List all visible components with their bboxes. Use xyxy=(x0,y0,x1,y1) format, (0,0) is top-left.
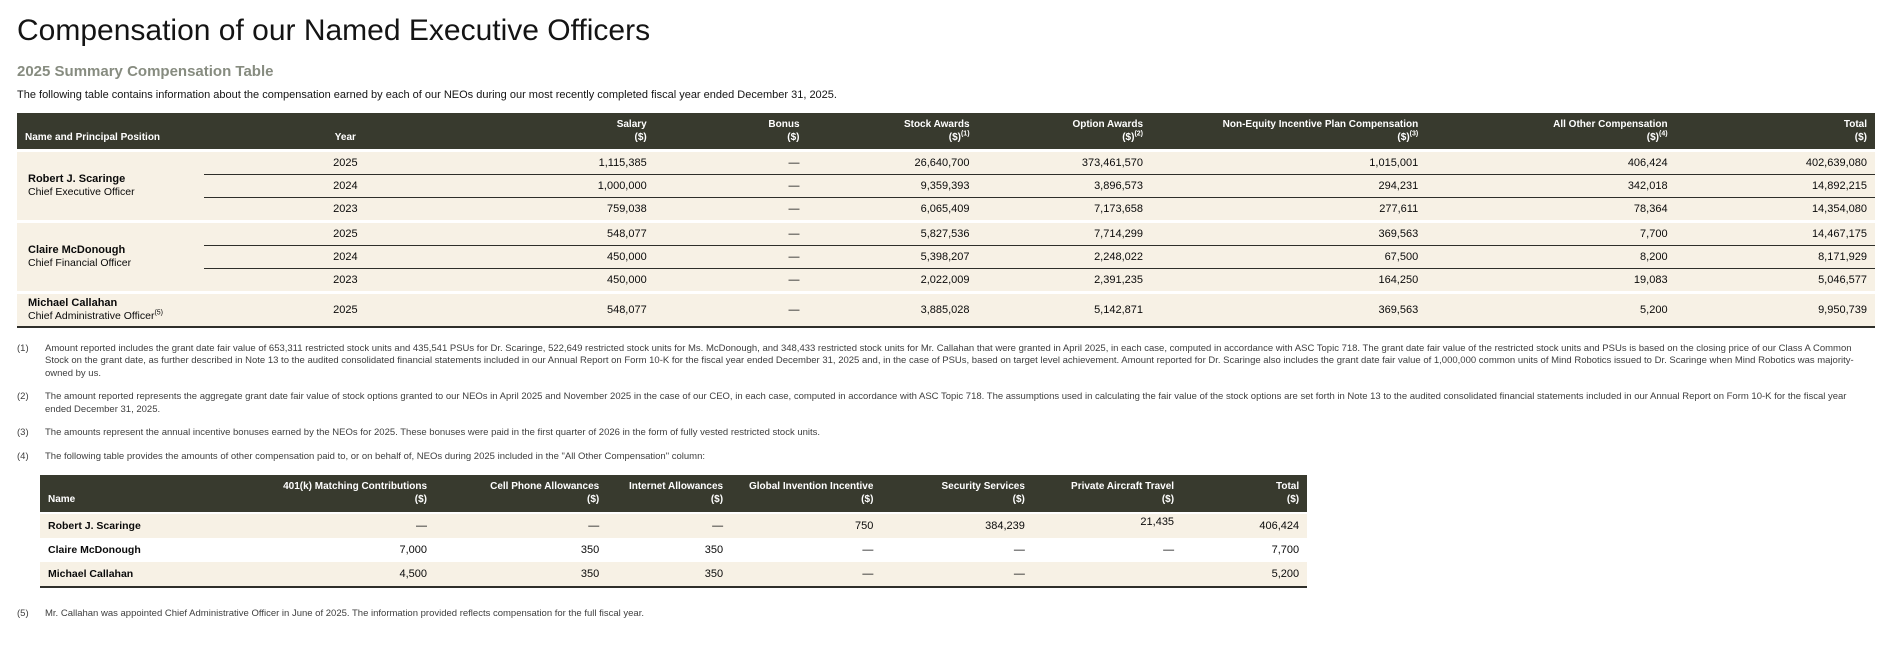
cell-option: 5,142,871 xyxy=(978,293,1151,327)
officer-name: Michael Callahan xyxy=(28,297,118,309)
cell-option: 2,391,235 xyxy=(978,269,1151,293)
cell-year: 2025 xyxy=(204,151,486,175)
col-header-internet: Internet Allowances ($) xyxy=(607,475,731,513)
cell-total: 5,046,577 xyxy=(1676,269,1875,293)
col-header-name: Name and Principal Position xyxy=(17,113,204,151)
officer-group xyxy=(17,293,1875,327)
footnote xyxy=(17,608,1875,621)
cell-total: 406,424 xyxy=(1182,513,1307,538)
col-header-stock: Stock Awards ($)$^{(1)}$ xyxy=(808,113,978,151)
table-row xyxy=(17,198,1875,222)
cell-option: 7,173,658 xyxy=(978,198,1151,222)
cell-security: — xyxy=(881,562,1032,587)
cell-other: 7,700 xyxy=(1426,222,1675,246)
cell-salary: 548,077 xyxy=(486,293,654,327)
cell-stock: 5,398,207 xyxy=(808,246,978,269)
officer-name: Robert J. Scaringe xyxy=(28,173,126,186)
cell-name: Claire McDonough xyxy=(40,538,266,562)
cell-name: Michael Callahan xyxy=(40,562,266,587)
cell-stock: 9,359,393 xyxy=(808,175,978,198)
cell-year: 2024 xyxy=(204,246,486,269)
cell-cell: — xyxy=(435,513,607,538)
cell-year: 2023 xyxy=(204,269,486,293)
footnote-5 xyxy=(17,608,1875,621)
col-header-name: Name xyxy=(40,475,266,513)
col-header-neipc: Non-Equity Incentive Plan Compensation ($)$^{(3)}$ xyxy=(1151,113,1426,151)
cell-total: 14,467,175 xyxy=(1676,222,1875,246)
table-row xyxy=(17,246,1875,269)
cell-total: 9,950,739 xyxy=(1676,293,1875,327)
table-row xyxy=(40,562,1307,587)
col-header-bonus: Bonus ($) xyxy=(655,113,808,151)
cell-total: 8,171,929 xyxy=(1676,246,1875,269)
footnote-number: (5) xyxy=(17,607,29,619)
footnote-number: (1) xyxy=(17,342,29,354)
cell-option: 2,248,022 xyxy=(978,246,1151,269)
cell-option: 3,896,573 xyxy=(978,175,1151,198)
table-row xyxy=(40,538,1307,562)
cell-global: 750 xyxy=(731,513,881,538)
cell-k401: 7,000 xyxy=(266,538,435,562)
footnote-text: The amount reported represents the aggregate grant date fair value of stock options granted to our NEOs in April 2025 and November 2025 in the case of our CEO, in each case, computed in accordance with ASC Topic 718. The assumptions used in calculating the fair value of the stock options are set forth in Note 13 to the audited consolidated financial statements included in our Annual Report on Form 10-K for the fiscal year ended December 31, 2025. xyxy=(45,391,1847,415)
footnote-text: Mr. Callahan was appointed Chief Administrative Officer in June of 2025. The information provided reflects compensation for the full fiscal year. xyxy=(45,607,644,619)
cell-salary: 1,000,000 xyxy=(486,175,654,198)
intro-text: The following table contains information about the compensation earned by each of our NEOs during our most recently completed fiscal year ended December 31, 2025. xyxy=(17,89,837,101)
cell-global: — xyxy=(731,538,881,562)
cell-salary: 1,115,385 xyxy=(486,151,654,175)
cell-salary: 450,000 xyxy=(486,269,654,293)
footnote-number: (3) xyxy=(17,427,29,439)
officer-name-cell xyxy=(17,151,204,222)
cell-salary: 548,077 xyxy=(486,222,654,246)
col-header-k401: 401(k) Matching Contributions ($) xyxy=(266,475,435,513)
cell-year: 2025 xyxy=(204,293,486,327)
cell-other: 78,364 xyxy=(1426,198,1675,222)
cell-private xyxy=(1033,562,1182,587)
col-header-cell: Cell Phone Allowances ($) xyxy=(435,475,607,513)
table-row xyxy=(17,222,1875,246)
cell-salary: 450,000 xyxy=(486,246,654,269)
cell-other: 8,200 xyxy=(1426,246,1675,269)
cell-internet: 350 xyxy=(607,562,731,587)
col-header-global: Global Invention Incentive ($) xyxy=(731,475,881,513)
col-header-year: Year xyxy=(204,113,486,151)
cell-cell: 350 xyxy=(435,538,607,562)
table-row xyxy=(40,513,1307,538)
officer-title: Chief Executive Officer xyxy=(28,186,135,199)
cell-name: Robert J. Scaringe xyxy=(40,513,266,538)
footnote-number: (4) xyxy=(17,450,29,462)
footnote xyxy=(17,343,1875,381)
cell-other: 342,018 xyxy=(1426,175,1675,198)
cell-global: — xyxy=(731,562,881,587)
other-comp-table-body xyxy=(40,513,1307,587)
officer-name-cell xyxy=(17,222,204,293)
col-header-salary: Salary ($) xyxy=(486,113,654,151)
footnote xyxy=(17,391,1875,416)
section-title: 2025 Summary Compensation Table xyxy=(17,63,274,80)
all-other-compensation-table xyxy=(40,475,1307,588)
officer-name-cell xyxy=(17,293,204,327)
cell-year: 2024 xyxy=(204,175,486,198)
officer-group xyxy=(17,151,1875,222)
cell-total: 14,354,080 xyxy=(1676,198,1875,222)
cell-private: 21,435 xyxy=(1033,513,1182,538)
cell-stock: 6,065,409 xyxy=(808,198,978,222)
cell-option: 373,461,570 xyxy=(978,151,1151,175)
col-header-total: Total ($) xyxy=(1676,113,1875,151)
cell-bonus: — xyxy=(655,246,808,269)
cell-stock: 5,827,536 xyxy=(808,222,978,246)
col-header-total: Total ($) xyxy=(1182,475,1307,513)
cell-other: 5,200 xyxy=(1426,293,1675,327)
cell-private: — xyxy=(1033,538,1182,562)
cell-security: — xyxy=(881,538,1032,562)
cell-neipc: 164,250 xyxy=(1151,269,1426,293)
cell-k401: 4,500 xyxy=(266,562,435,587)
cell-neipc: 277,611 xyxy=(1151,198,1426,222)
cell-neipc: 67,500 xyxy=(1151,246,1426,269)
col-header-option: Option Awards ($)$^{(2)}$ xyxy=(978,113,1151,151)
other-comp-table-header xyxy=(40,475,1307,513)
table-row xyxy=(17,269,1875,293)
footnote xyxy=(17,427,1875,440)
cell-neipc: 294,231 xyxy=(1151,175,1426,198)
cell-cell: 350 xyxy=(435,562,607,587)
footnote-text: Amount reported includes the grant date fair value of 653,311 restricted stock units and 435,541 PSUs for Dr. Scaringe, 522,649 restricted stock units for Ms. McDonough, and 348,433 restricted stock units for Mr. Callahan that were granted in April 2025, in each case, computed in accordance with ASC Topic 718. The grant date fair value of the restricted stock units and PSUs is based on the closing price of our Class A Common Stock on the grant date, as further described in Note 13 to the audited consolidated financial statements included in our Annual Report on Form 10-K for the fiscal year ended December 31, 2025 and, in the case of PSUs, based on target level achievement. Amount reported for Dr. Scaringe also includes the grant date fair value of 1,000,000 common units of Mind Robotics issued to Dr. Scaringe when Mind Robotics was majority-owned by us. xyxy=(45,342,1854,379)
col-header-security: Security Services ($) xyxy=(881,475,1032,513)
cell-year: 2023 xyxy=(204,198,486,222)
cell-other: 406,424 xyxy=(1426,151,1675,175)
summary-compensation-table xyxy=(17,113,1875,328)
footnote-text: The amounts represent the annual incentive bonuses earned by the NEOs for 2025. These bonuses were paid in the first quarter of 2026 in the form of fully vested restricted stock units. xyxy=(45,427,821,439)
cell-bonus: — xyxy=(655,222,808,246)
cell-bonus: — xyxy=(655,269,808,293)
cell-total: 5,200 xyxy=(1182,562,1307,587)
cell-option: 7,714,299 xyxy=(978,222,1151,246)
officer-name: Claire McDonough xyxy=(28,244,126,257)
footnote-text: The following table provides the amounts of other compensation paid to, or on behalf of, NEOs during 2025 included in the "All Other Compensation" column: xyxy=(45,450,705,462)
cell-stock: 2,022,009 xyxy=(808,269,978,293)
cell-bonus: — xyxy=(655,198,808,222)
cell-other: 19,083 xyxy=(1426,269,1675,293)
col-header-private: Private Aircraft Travel ($) xyxy=(1033,475,1182,513)
table-row xyxy=(17,175,1875,198)
officer-title: Chief Financial Officer xyxy=(28,257,132,270)
footnote-number: (2) xyxy=(17,391,29,403)
summary-table-header xyxy=(17,113,1875,151)
officer-group xyxy=(17,222,1875,293)
cell-internet: 350 xyxy=(607,538,731,562)
cell-bonus: — xyxy=(655,151,808,175)
cell-k401: — xyxy=(266,513,435,538)
cell-salary: 759,038 xyxy=(486,198,654,222)
cell-bonus: — xyxy=(655,175,808,198)
table-row xyxy=(17,151,1875,175)
cell-neipc: 369,563 xyxy=(1151,222,1426,246)
officer-title: Chief Administrative Officer$^{(5)}$ xyxy=(28,309,163,323)
cell-neipc: 1,015,001 xyxy=(1151,151,1426,175)
cell-total: 402,639,080 xyxy=(1676,151,1875,175)
header-row xyxy=(17,113,1875,151)
cell-total: 7,700 xyxy=(1182,538,1307,562)
cell-internet: — xyxy=(607,513,731,538)
cell-total: 14,892,215 xyxy=(1676,175,1875,198)
page-title: Compensation of our Named Executive Officers xyxy=(17,14,651,47)
cell-neipc: 369,563 xyxy=(1151,293,1426,327)
cell-year: 2025 xyxy=(204,222,486,246)
cell-stock: 26,640,700 xyxy=(808,151,978,175)
footnotes-list xyxy=(17,343,1875,464)
footnote xyxy=(17,451,1875,464)
cell-stock: 3,885,028 xyxy=(808,293,978,327)
header-row xyxy=(40,475,1307,513)
cell-security: 384,239 xyxy=(881,513,1032,538)
cell-bonus: — xyxy=(655,293,808,327)
table-row xyxy=(17,293,1875,327)
col-header-other: All Other Compensation ($)$^{(4)}$ xyxy=(1426,113,1675,151)
